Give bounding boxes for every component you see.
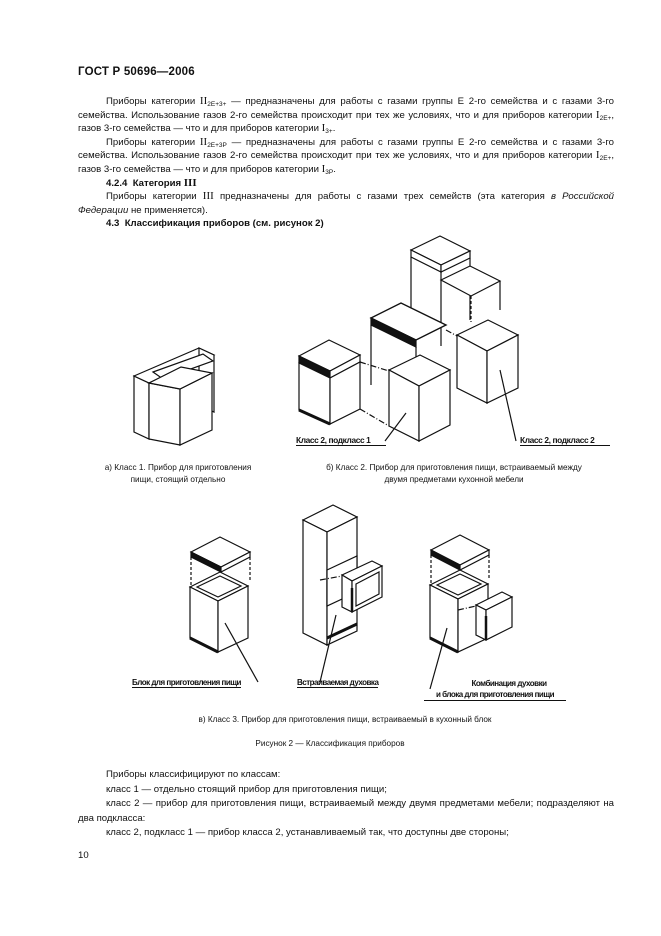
paragraph-category-2e3plus: Приборы категории $II_{2E+3+}$ — предназначены для работы с газами группы Е 2-го семейства и с газами 3-го семейства. Использование газов 2-го семейства происходит при тех же условиях, что и для приборов категории $I_{2E+}$, газов 3-го семейства — что и для приборов категории $I_{3+}$. bbox=[78, 95, 614, 136]
caption-a: а) Класс 1. Прибор для приготовления пищи, стоящий отдельно bbox=[104, 463, 252, 484]
body-line-4: класс 2, подкласс 1 — прибор класса 2, устанавливаемый так, что доступны две стороны; bbox=[106, 827, 509, 839]
label-oven-hob-combination: Комбинация духовки и блока для приготовления пищи bbox=[424, 678, 566, 701]
drawing-class1-freestanding bbox=[134, 348, 214, 445]
body-line-3: класс 2 — прибор для приготовления пищи, встраиваемый между двумя предметами мебели; подразделяют на два подкласса: bbox=[78, 798, 614, 824]
classification-text bbox=[78, 768, 614, 841]
heading-4-3: 4.3 Классификация приборов (см. рисунок 2) bbox=[106, 218, 324, 230]
document-header: ГОСТ Р 50696—2006 bbox=[78, 66, 195, 78]
label-builtin-oven: Встраиваемая духовка bbox=[297, 678, 379, 687]
drawing-class2-between-furniture bbox=[299, 236, 518, 441]
caption-c: в) Класс 3. Прибор для приготовления пищи, встраиваемый в кухонный блок bbox=[198, 715, 492, 724]
drawing-class3-builtin-oven bbox=[303, 505, 382, 682]
paragraph-category-3: Приборы категории III предназначены для работы с газами трех семейств (эта категория в Российской Федерации не применяется). bbox=[78, 190, 614, 216]
body-line-2: класс 1 — отдельно стоящий прибор для приготовления пищи; bbox=[106, 783, 387, 795]
page-number: 10 bbox=[78, 850, 89, 861]
paragraph-category-2e3p: Приборы категории $II_{2E+3P}$ — предназначены для работы с газами группы Е 2-го семейства и с газами 3-го семейства. Использование газов 2-го семейства происходит при тех же условиях, что и для приборов категории $I_{2E+}$, газов 3-го семейства — что и для приборов категории $I_{3P}$. bbox=[78, 135, 614, 176]
label-class2-subclass1: Класс 2, подкласс 1 bbox=[296, 435, 386, 446]
body-line-1: Приборы классифицируют по классам: bbox=[106, 769, 281, 780]
caption-b: б) Класс 2. Прибор для приготовления пищи, встраиваемый между двумя предметами кухонной мебели bbox=[326, 463, 582, 484]
label-class2-subclass2: Класс 2, подкласс 2 bbox=[520, 435, 610, 446]
label-hob-block: Блок для приготовления пищи bbox=[132, 678, 241, 687]
figure-title: Рисунок 2 — Классификация приборов bbox=[255, 739, 405, 748]
drawing-class3-combination bbox=[430, 535, 512, 689]
heading-4-2-4: 4.2.4 Категория III bbox=[106, 176, 197, 189]
drawing-class3-hob-block bbox=[190, 537, 258, 682]
